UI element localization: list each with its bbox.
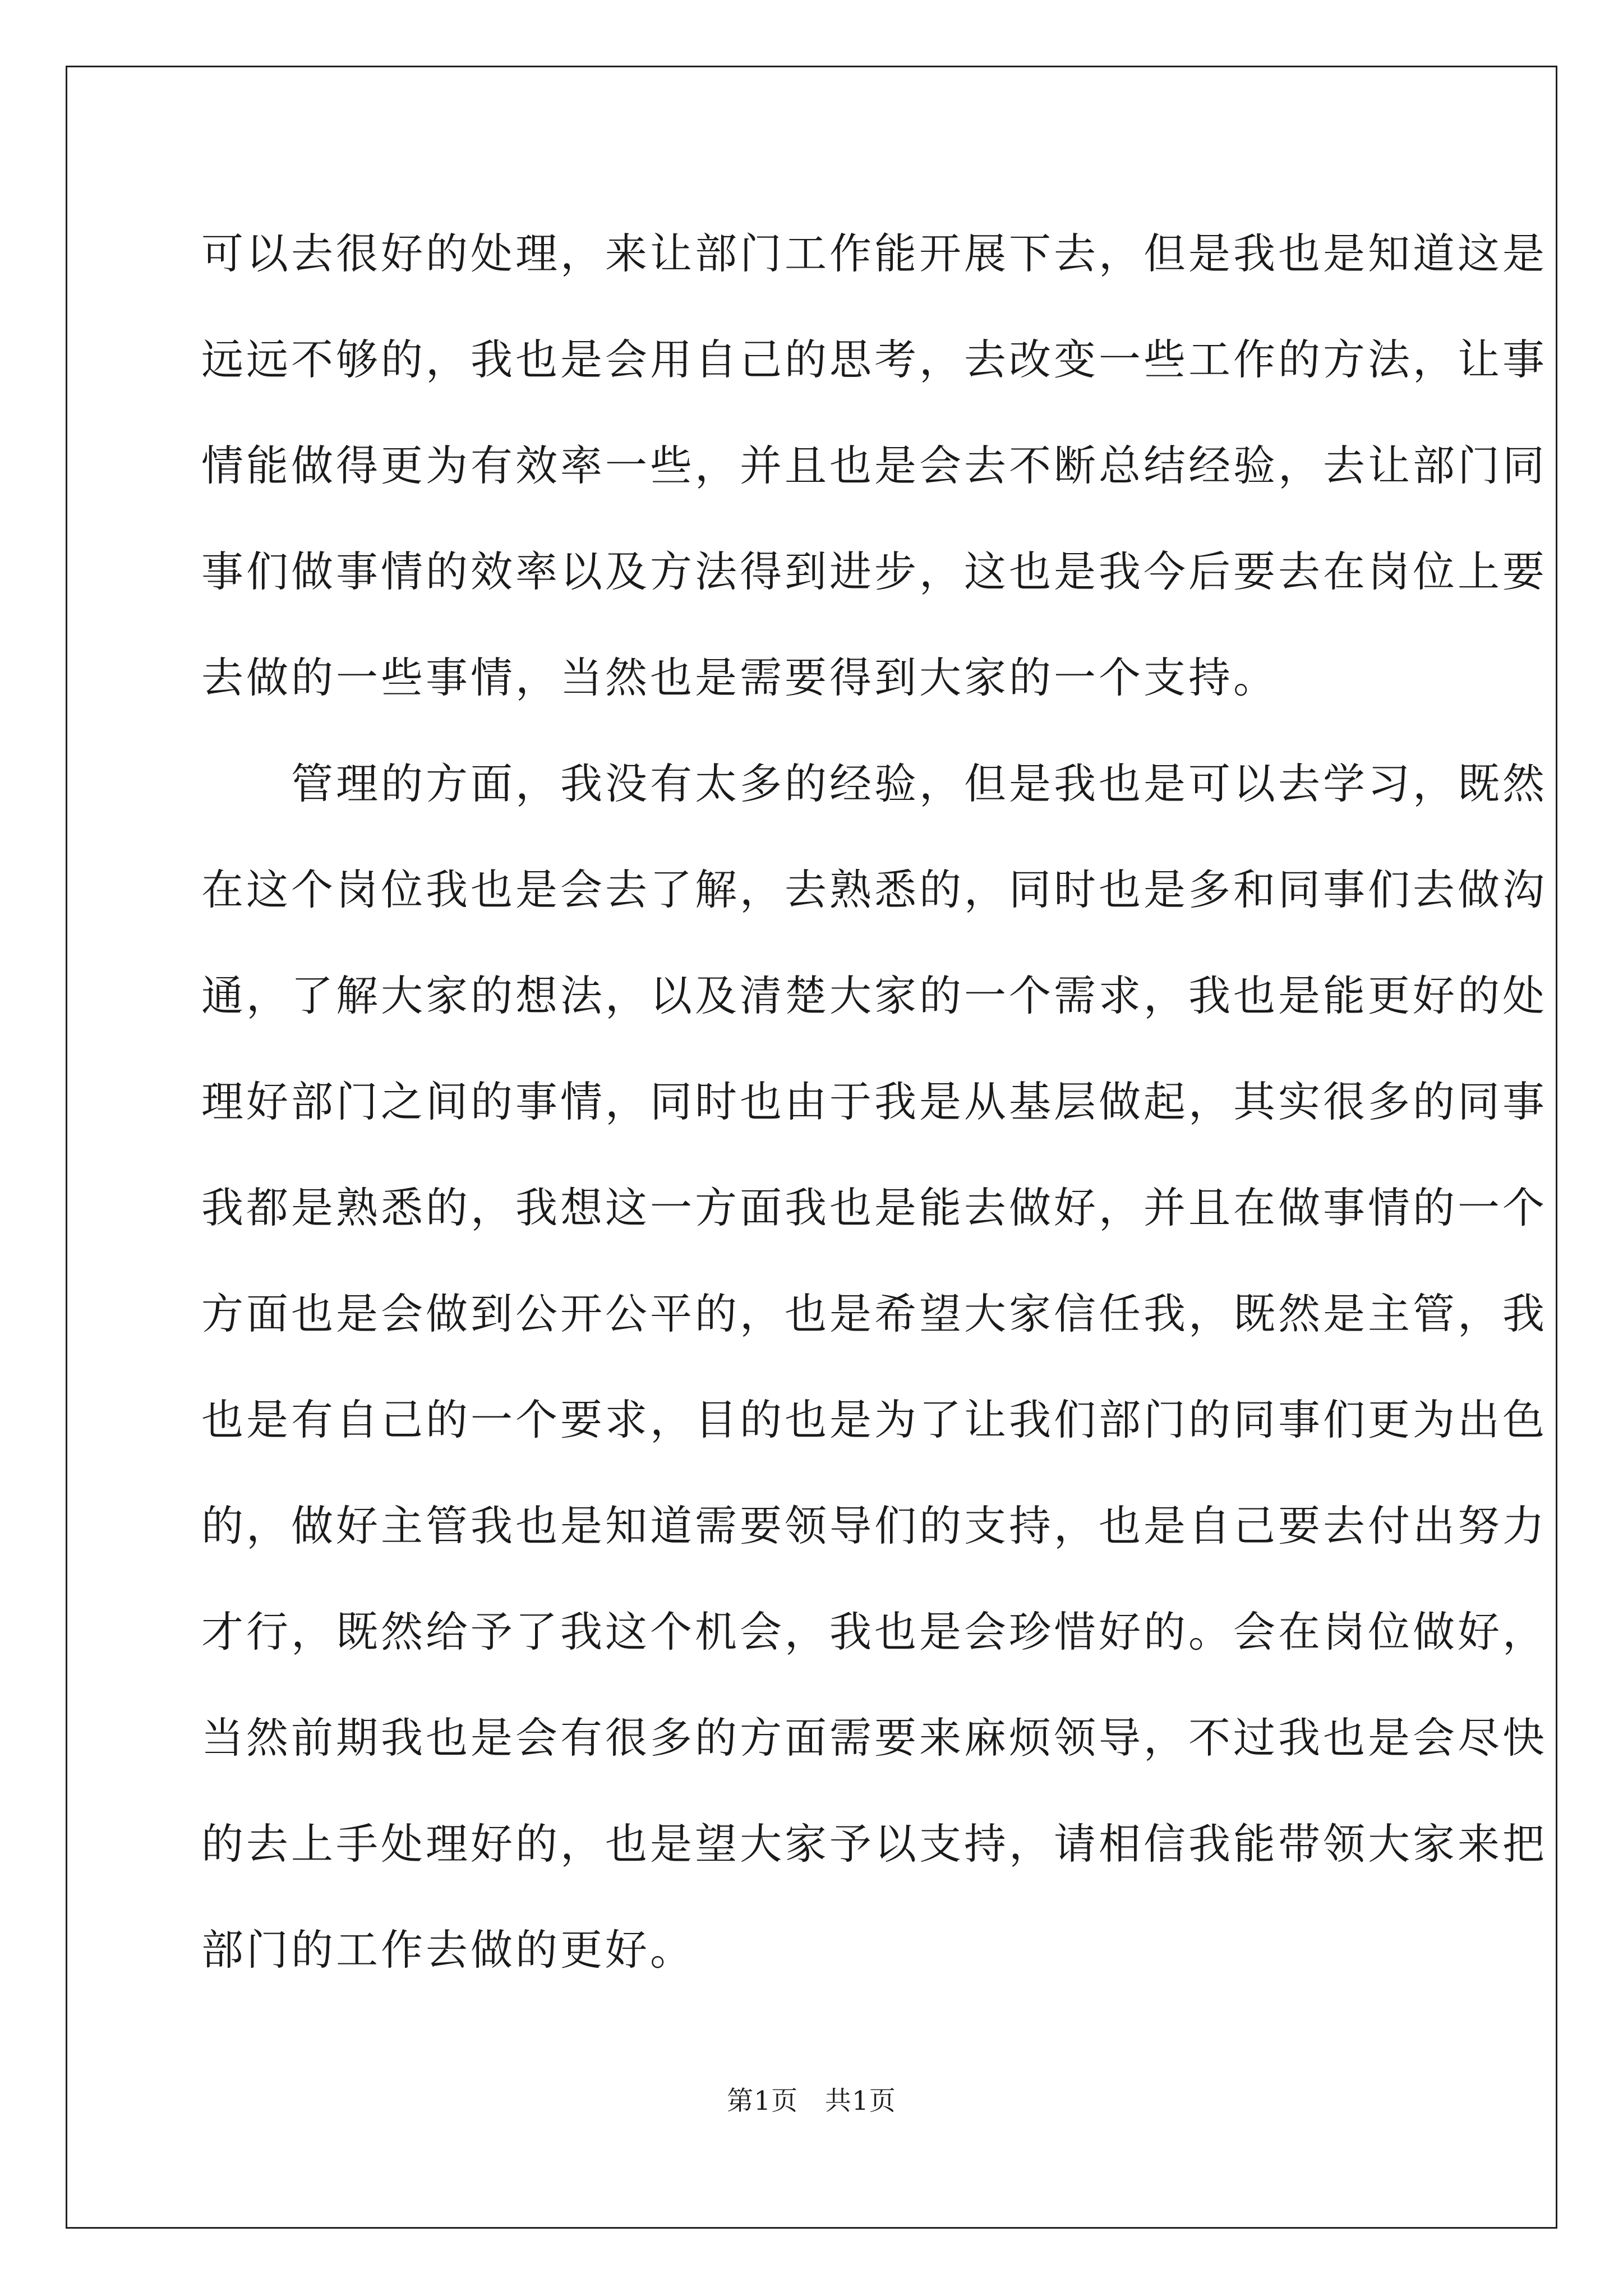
text-line: 远远不够的，我也是会用自己的思考，去改变一些工作的方法，让事 [201,335,1548,384]
text-line: 通，了解大家的想法，以及清楚大家的一个需求，我也是能更好的处 [201,971,1548,1020]
page-number: 第1页 [727,2086,799,2116]
text-line: 方面也是会做到公开公平的，也是希望大家信任我，既然是主管，我 [201,1289,1548,1338]
text-line: 去做的一些事情，当然也是需要得到大家的一个支持。 [201,653,1279,702]
page-total: 共1页 [824,2086,896,2116]
text-line: 部门的工作去做的更好。 [201,1925,695,1975]
text-line: 的，做好主管我也是知道需要领导们的支持，也是自己要去付出努力 [201,1501,1548,1550]
text-line: 当然前期我也是会有很多的方面需要来麻烦领导，不过我也是会尽快 [201,1713,1548,1763]
document-body [201,201,1548,2003]
text-line: 在这个岗位我也是会去了解，去熟悉的，同时也是多和同事们去做沟 [201,865,1548,914]
text-line: 管理的方面，我没有太多的经验，但是我也是可以去学习，既然 [201,759,1548,808]
text-line: 理好部门之间的事情，同时也由于我是从基层做起，其实很多的同事 [201,1077,1548,1126]
text-line: 也是有自己的一个要求，目的也是为了让我们部门的同事们更为出色 [201,1395,1548,1444]
text-line: 可以去很好的处理，来让部门工作能开展下去，但是我也是知道这是 [201,229,1548,278]
text-line: 情能做得更为有效率一些，并且也是会去不断总结经验，去让部门同 [201,441,1548,490]
text-line: 才行，既然给予了我这个机会，我也是会珍惜好的。会在岗位做好， [201,1607,1548,1657]
page-footer [0,2085,1623,2118]
text-line: 我都是熟悉的，我想这一方面我也是能去做好，并且在做事情的一个 [201,1183,1548,1232]
text-line: 事们做事情的效率以及方法得到进步，这也是我今后要去在岗位上要 [201,547,1548,596]
text-line: 的去上手处理好的，也是望大家予以支持，请相信我能带领大家来把 [201,1819,1548,1869]
